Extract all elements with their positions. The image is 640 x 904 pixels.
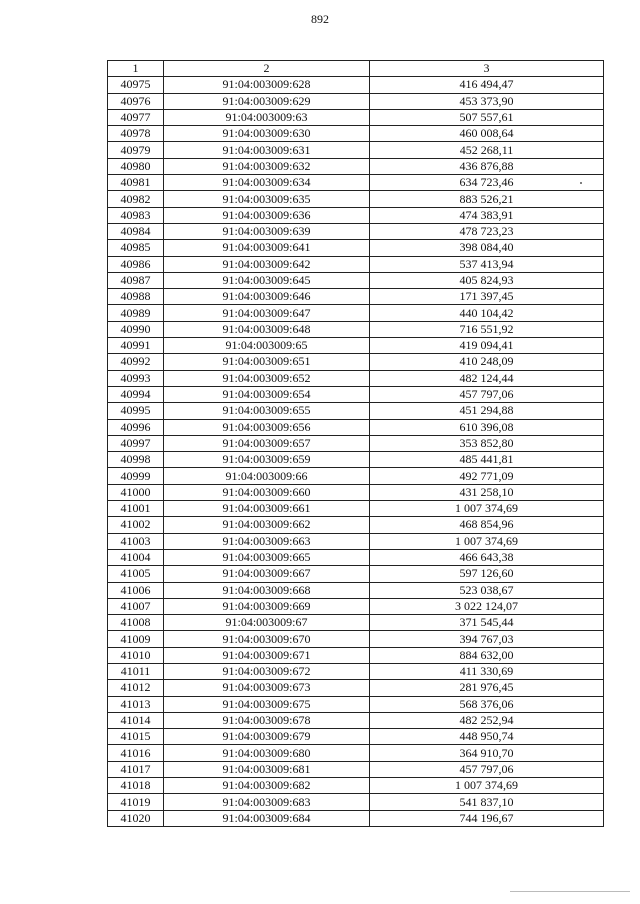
table-row: [108, 223, 604, 239]
cadastral-number-cell: 91:04:003009:662: [164, 517, 370, 533]
table-row: [108, 761, 604, 777]
row-number-cell: 41009: [108, 631, 164, 647]
table-row: [108, 93, 604, 109]
value-cell: 482 124,44: [370, 370, 604, 386]
table-row: [108, 419, 604, 435]
cadastral-number-cell: 91:04:003009:630: [164, 126, 370, 142]
table-row: [108, 778, 604, 794]
value-cell: 353 852,80: [370, 435, 604, 451]
data-table: [107, 60, 604, 827]
row-number-cell: 40984: [108, 223, 164, 239]
cadastral-number-cell: 91:04:003009:672: [164, 663, 370, 679]
value-cell: 3 022 124,07: [370, 598, 604, 614]
cadastral-number-cell: 91:04:003009:670: [164, 631, 370, 647]
cadastral-number-cell: 91:04:003009:631: [164, 142, 370, 158]
table-row: [108, 142, 604, 158]
table-body: [108, 77, 604, 827]
cadastral-number-cell: 91:04:003009:632: [164, 158, 370, 174]
row-number-cell: 41007: [108, 598, 164, 614]
row-number-cell: 41004: [108, 549, 164, 565]
table-row: [108, 484, 604, 500]
row-number-cell: 40985: [108, 240, 164, 256]
cadastral-number-cell: 91:04:003009:67: [164, 615, 370, 631]
table-row: [108, 338, 604, 354]
value-cell: 474 383,91: [370, 207, 604, 223]
row-number-cell: 40990: [108, 321, 164, 337]
value-cell: 281 976,45: [370, 680, 604, 696]
row-number-cell: 40989: [108, 305, 164, 321]
row-number-cell: 41006: [108, 582, 164, 598]
row-number-cell: 41000: [108, 484, 164, 500]
value-cell: 634 723,46: [370, 175, 604, 191]
table-row: [108, 452, 604, 468]
table-row: [108, 175, 604, 191]
cadastral-number-cell: 91:04:003009:654: [164, 386, 370, 402]
value-cell: 541 837,10: [370, 794, 604, 810]
value-cell: 410 248,09: [370, 354, 604, 370]
value-cell: 597 126,60: [370, 566, 604, 582]
cadastral-number-cell: 91:04:003009:641: [164, 240, 370, 256]
row-number-cell: 40982: [108, 191, 164, 207]
table-row: [108, 582, 604, 598]
value-cell: 416 494,47: [370, 77, 604, 93]
cadastral-number-cell: 91:04:003009:66: [164, 468, 370, 484]
value-cell: 482 252,94: [370, 712, 604, 728]
table-row: [108, 435, 604, 451]
row-number-cell: 41008: [108, 615, 164, 631]
value-cell: 716 551,92: [370, 321, 604, 337]
scan-edge-line: [510, 891, 630, 892]
cadastral-number-cell: 91:04:003009:671: [164, 647, 370, 663]
cadastral-number-cell: 91:04:003009:656: [164, 419, 370, 435]
row-number-cell: 40977: [108, 109, 164, 125]
cadastral-number-cell: 91:04:003009:682: [164, 778, 370, 794]
value-cell: 478 723,23: [370, 223, 604, 239]
value-cell: 171 397,45: [370, 289, 604, 305]
table-row: [108, 663, 604, 679]
cadastral-number-cell: 91:04:003009:642: [164, 256, 370, 272]
table-row: [108, 631, 604, 647]
value-cell: 466 643,38: [370, 549, 604, 565]
table-row: [108, 370, 604, 386]
cadastral-number-cell: 91:04:003009:668: [164, 582, 370, 598]
row-number-cell: 41003: [108, 533, 164, 549]
row-number-cell: 40983: [108, 207, 164, 223]
row-number-cell: 41013: [108, 696, 164, 712]
value-cell: 371 545,44: [370, 615, 604, 631]
table-row: [108, 191, 604, 207]
row-number-cell: 40987: [108, 272, 164, 288]
value-cell: 1 007 374,69: [370, 533, 604, 549]
row-number-cell: 40981: [108, 175, 164, 191]
cadastral-number-cell: 91:04:003009:63: [164, 109, 370, 125]
row-number-cell: 41015: [108, 729, 164, 745]
cadastral-number-cell: 91:04:003009:629: [164, 93, 370, 109]
value-cell: 364 910,70: [370, 745, 604, 761]
table-row: [108, 729, 604, 745]
value-cell: 468 854,96: [370, 517, 604, 533]
column-header-3: 3: [370, 61, 604, 77]
table-row: [108, 680, 604, 696]
cadastral-number-cell: 91:04:003009:636: [164, 207, 370, 223]
cadastral-number-cell: 91:04:003009:673: [164, 680, 370, 696]
table-row: [108, 598, 604, 614]
table-row: [108, 77, 604, 93]
row-number-cell: 41017: [108, 761, 164, 777]
table-header-row: [108, 61, 604, 77]
value-cell: 457 797,06: [370, 761, 604, 777]
row-number-cell: 41001: [108, 501, 164, 517]
table-row: [108, 501, 604, 517]
table-row: [108, 533, 604, 549]
cadastral-number-cell: 91:04:003009:678: [164, 712, 370, 728]
cadastral-number-cell: 91:04:003009:628: [164, 77, 370, 93]
row-number-cell: 41019: [108, 794, 164, 810]
value-cell: 436 876,88: [370, 158, 604, 174]
cadastral-number-cell: 91:04:003009:660: [164, 484, 370, 500]
cadastral-number-cell: 91:04:003009:663: [164, 533, 370, 549]
value-cell: 492 771,09: [370, 468, 604, 484]
value-cell: 431 258,10: [370, 484, 604, 500]
column-header-2: 2: [164, 61, 370, 77]
value-cell: 507 557,61: [370, 109, 604, 125]
row-number-cell: 40993: [108, 370, 164, 386]
value-cell: 394 767,03: [370, 631, 604, 647]
cadastral-number-cell: 91:04:003009:645: [164, 272, 370, 288]
cadastral-number-cell: 91:04:003009:667: [164, 566, 370, 582]
table-row: [108, 386, 604, 402]
cadastral-number-cell: 91:04:003009:684: [164, 810, 370, 826]
row-number-cell: 40991: [108, 338, 164, 354]
row-number-cell: 40997: [108, 435, 164, 451]
row-number-cell: 41012: [108, 680, 164, 696]
row-number-cell: 40995: [108, 403, 164, 419]
cadastral-number-cell: 91:04:003009:683: [164, 794, 370, 810]
cadastral-number-cell: 91:04:003009:65: [164, 338, 370, 354]
value-cell: 884 632,00: [370, 647, 604, 663]
table-row: [108, 207, 604, 223]
value-cell: 398 084,40: [370, 240, 604, 256]
table-row: [108, 272, 604, 288]
value-cell: 460 008,64: [370, 126, 604, 142]
row-number-cell: 41018: [108, 778, 164, 794]
row-number-cell: 41011: [108, 663, 164, 679]
value-cell: 744 196,67: [370, 810, 604, 826]
cadastral-number-cell: 91:04:003009:652: [164, 370, 370, 386]
row-number-cell: 40988: [108, 289, 164, 305]
table-row: [108, 810, 604, 826]
value-cell: 610 396,08: [370, 419, 604, 435]
cadastral-number-cell: 91:04:003009:651: [164, 354, 370, 370]
value-cell: 453 373,90: [370, 93, 604, 109]
row-number-cell: 40992: [108, 354, 164, 370]
cadastral-number-cell: 91:04:003009:669: [164, 598, 370, 614]
value-cell: 1 007 374,69: [370, 778, 604, 794]
table-row: [108, 289, 604, 305]
row-number-cell: 40999: [108, 468, 164, 484]
row-number-cell: 41020: [108, 810, 164, 826]
cadastral-number-cell: 91:04:003009:635: [164, 191, 370, 207]
page-number: 892: [311, 12, 329, 26]
row-number-cell: 40994: [108, 386, 164, 402]
table-row: [108, 794, 604, 810]
value-cell: 485 441,81: [370, 452, 604, 468]
row-number-cell: 40979: [108, 142, 164, 158]
row-number-cell: 40976: [108, 93, 164, 109]
cadastral-number-cell: 91:04:003009:679: [164, 729, 370, 745]
cadastral-number-cell: 91:04:003009:675: [164, 696, 370, 712]
value-cell: 440 104,42: [370, 305, 604, 321]
value-cell: 457 797,06: [370, 386, 604, 402]
value-cell: 405 824,93: [370, 272, 604, 288]
row-number-cell: 41005: [108, 566, 164, 582]
table-row: [108, 321, 604, 337]
cadastral-number-cell: 91:04:003009:659: [164, 452, 370, 468]
value-cell: 451 294,88: [370, 403, 604, 419]
row-number-cell: 41016: [108, 745, 164, 761]
value-cell: 537 413,94: [370, 256, 604, 272]
row-number-cell: 40996: [108, 419, 164, 435]
table-row: [108, 517, 604, 533]
cadastral-number-cell: 91:04:003009:646: [164, 289, 370, 305]
row-number-cell: 40978: [108, 126, 164, 142]
cadastral-number-cell: 91:04:003009:680: [164, 745, 370, 761]
value-cell: 411 330,69: [370, 663, 604, 679]
cadastral-number-cell: 91:04:003009:634: [164, 175, 370, 191]
row-number-cell: 41002: [108, 517, 164, 533]
row-number-cell: 41010: [108, 647, 164, 663]
value-cell: 883 526,21: [370, 191, 604, 207]
scan-speck: [580, 182, 582, 184]
table-row: [108, 256, 604, 272]
table-row: [108, 615, 604, 631]
cadastral-number-cell: 91:04:003009:657: [164, 435, 370, 451]
row-number-cell: 40998: [108, 452, 164, 468]
column-header-1: 1: [108, 61, 164, 77]
table-row: [108, 468, 604, 484]
table-row: [108, 647, 604, 663]
value-cell: 568 376,06: [370, 696, 604, 712]
value-cell: 448 950,74: [370, 729, 604, 745]
row-number-cell: 40975: [108, 77, 164, 93]
cadastral-number-cell: 91:04:003009:681: [164, 761, 370, 777]
cadastral-number-cell: 91:04:003009:655: [164, 403, 370, 419]
table-row: [108, 549, 604, 565]
cadastral-number-cell: 91:04:003009:665: [164, 549, 370, 565]
row-number-cell: 41014: [108, 712, 164, 728]
table-row: [108, 745, 604, 761]
table-row: [108, 696, 604, 712]
table-row: [108, 305, 604, 321]
value-cell: 452 268,11: [370, 142, 604, 158]
table-row: [108, 109, 604, 125]
cadastral-number-cell: 91:04:003009:648: [164, 321, 370, 337]
row-number-cell: 40980: [108, 158, 164, 174]
cadastral-number-cell: 91:04:003009:661: [164, 501, 370, 517]
cadastral-number-cell: 91:04:003009:647: [164, 305, 370, 321]
table-row: [108, 354, 604, 370]
table-row: [108, 566, 604, 582]
table-row: [108, 712, 604, 728]
value-cell: 523 038,67: [370, 582, 604, 598]
table-row: [108, 126, 604, 142]
table-row: [108, 158, 604, 174]
value-cell: 1 007 374,69: [370, 501, 604, 517]
cadastral-number-cell: 91:04:003009:639: [164, 223, 370, 239]
table-row: [108, 240, 604, 256]
row-number-cell: 40986: [108, 256, 164, 272]
table-row: [108, 403, 604, 419]
value-cell: 419 094,41: [370, 338, 604, 354]
